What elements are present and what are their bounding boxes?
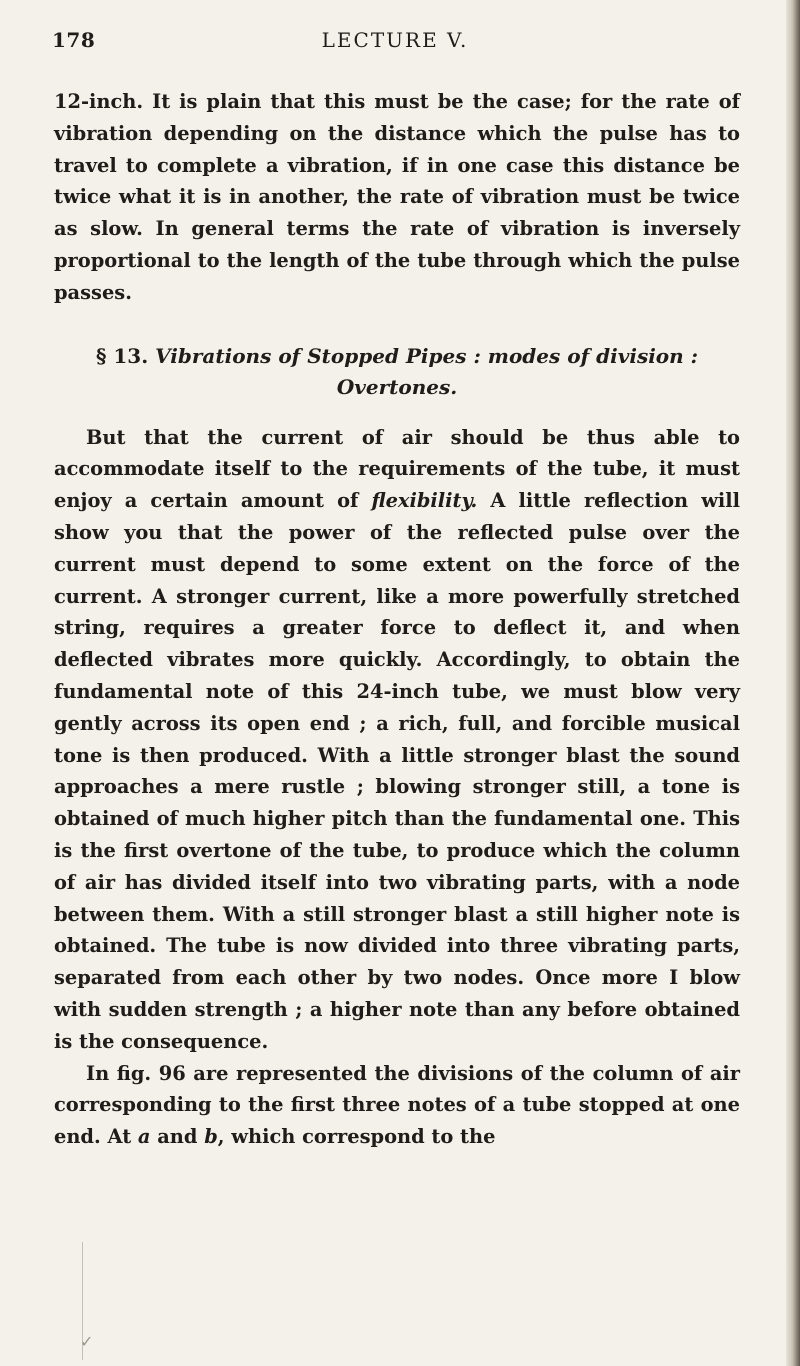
paragraph-3-part-1: In fig. 96 are represented the divisions of the column of air corresponding to the first three notes of a tube stopped at one end. At <box>54 1061 740 1149</box>
section-heading <box>54 341 740 403</box>
paragraph-2 <box>54 422 740 1058</box>
paragraph-1: 12-inch. It is plain that this must be the case; for the rate of vibration depending on the distance which the pulse has to travel to complete a vibration, if in one case this distance be twice what it is in another, the rate of vibration must be twice as slow. In general terms the rate of vibration is inversely proportional to the length of the tube through which the pulse passes. <box>54 90 740 304</box>
page-header <box>52 28 738 64</box>
paragraph-3-italic-a: a <box>137 1125 151 1149</box>
pencil-check-mark: ✓ <box>80 1332 94 1351</box>
paragraph-3-part-2: and <box>150 1125 205 1149</box>
page-number: 178 <box>52 28 96 52</box>
main-text <box>54 86 740 1153</box>
paragraph-3-italic-b: b <box>204 1125 218 1149</box>
paragraph-2-part-1: But that the current of air should be thus able to accommodate itself to the requirements of the tube, it must enjoy a certain amount of <box>54 425 740 513</box>
section-title: Vibrations of Stopped Pipes : modes of division : Overtones. <box>155 343 699 399</box>
paragraph-3 <box>54 1058 740 1153</box>
paragraph-2-part-2: A little reflection will show you that the power of the reflected pulse over the current must depend to some extent on the force of the current. A stronger current, like a more powerfully stretched string, requires a greater force to deflect it, and when deflected vibrates more quickly. Accordingly, to obtain the fundamental note of this 24-inch tube, we must blow very gently across its open end ; a rich, full, and forcible musical tone is then produced. With a little stronger blast the sound approaches a mere rustle ; blowing stronger still, a tone is obtained of much higher pitch than the fundamental one. This is the first overtone of the tube, to produce which the column of air has divided itself into two vibrating parts, with a node between them. With a still stronger blast a still higher note is obtained. The tube is now divided into three vibrating parts, separated from each other by two nodes. Once more I blow with sudden strength ; a higher note than any before obtained is the consequence. <box>54 489 740 1053</box>
paragraph-2-italic-flexibility: flexibility. <box>371 489 478 513</box>
running-head: LECTURE V. <box>321 28 469 52</box>
paragraph-3-part-3: , which correspond to the <box>217 1125 496 1149</box>
section-number: § 13. <box>95 343 149 368</box>
page-edge-shadow <box>786 0 800 1366</box>
